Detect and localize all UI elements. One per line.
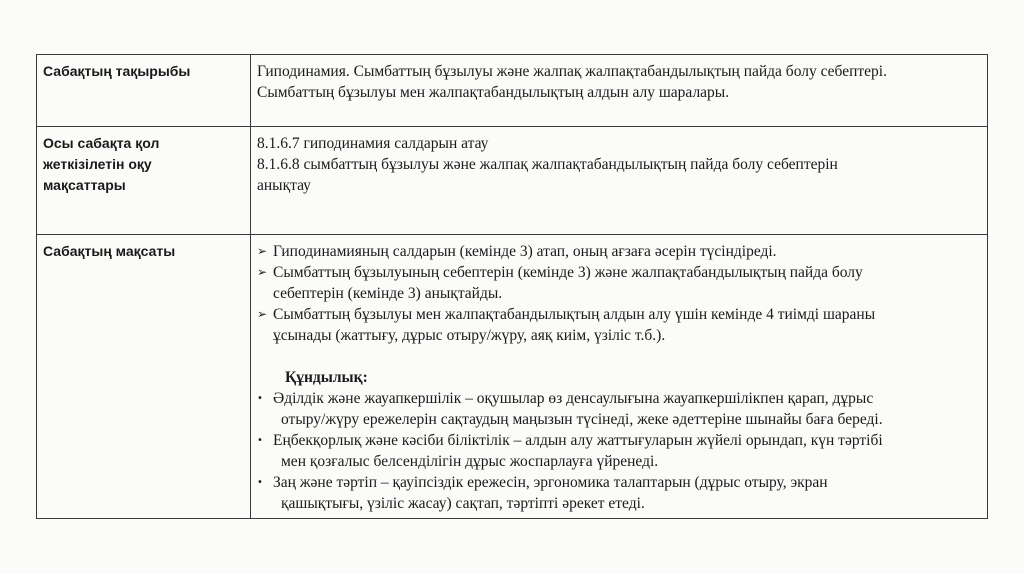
value-item [257,430,979,472]
value-line: Әділдік және жауапкершілік – оқушылар өз денсаулығына жауапкершілікпен қарап, дұрыс [273,390,874,407]
goal-item [257,304,979,346]
arrow-bullet-icon: ➢ [257,244,268,258]
objective-line: анықтау [257,177,311,194]
dot-bullet-icon: • [257,393,263,404]
goal-line: себептерін (кемінде 3) анықтайды. [273,285,503,302]
goal-line: ұсынады (жаттығу, дұрыс отыру/жүру, аяқ киім, үзіліс т.б.). [273,327,666,344]
goal-item [257,262,979,304]
lesson-plan-table [36,54,988,519]
objective-line: 8.1.6.7 гиподинамия салдарын атау [257,135,489,152]
dot-bullet-icon: • [257,435,263,446]
value-item [257,388,979,430]
objectives-content [251,127,988,235]
topic-label: Сабақтың тақырыбы [37,55,251,127]
value-item [257,472,979,514]
value-line: Заң және тәртіп – қауіпсіздік ережесін, эргономика талаптарын (дұрыс отыру, экран [273,474,828,491]
values-heading: Құндылық: [285,369,368,386]
objectives-label: Осы сабақта қол жеткізілетін оқу мақсаттары [37,127,251,235]
arrow-bullet-icon: ➢ [257,307,268,321]
objective-line: 8.1.6.8 сымбаттың бұзылуы және жалпақ жалпақтабандылықтың пайда болу себептерін [257,156,838,173]
table-row-objectives [37,127,988,235]
goal-line: Сымбаттың бұзылуы мен жалпақтабандылықтың алдын алу үшін кемінде 4 тиімді шараны [273,306,876,323]
table-row-topic [37,55,988,127]
value-line: мен қозғалыс белсенділігін дұрыс жоспарлауға үйренеді. [281,453,659,470]
value-line: отыру/жүру ережелерін сақтаудың маңызын түсінеді, жеке әдеттеріне шынайы баға береді. [281,411,883,428]
goal-label: Сабақтың мақсаты [37,235,251,519]
goal-line: Сымбаттың бұзылуының себептерін (кемінде 3) және жалпақтабандылықтың пайда болу [273,264,863,281]
goal-line: Гиподинамияның салдарын (кемінде 3) атап, оның ағзаға әсерін түсіндіреді. [273,243,777,260]
dot-bullet-icon: • [257,477,263,488]
topic-line: Сымбаттың бұзылуы мен жалпақтабандылықтың алдын алу шаралары. [257,84,730,101]
arrow-bullet-icon: ➢ [257,265,268,279]
value-line: қашықтығы, үзіліс жасау) сақтап, тәртіпті әрекет етеді. [281,495,645,512]
topic-content [251,55,988,127]
topic-line: Гиподинамия. Сымбаттың бұзылуы және жалпақ жалпақтабандылықтың пайда болу себептері. [257,63,887,80]
goal-content [251,235,988,519]
goal-item [257,241,979,262]
value-line: Еңбекқорлық және кәсіби біліктілік – алдын алу жаттығуларын жүйелі орындап, күн тәртібі [273,432,883,449]
table-row-goal [37,235,988,519]
